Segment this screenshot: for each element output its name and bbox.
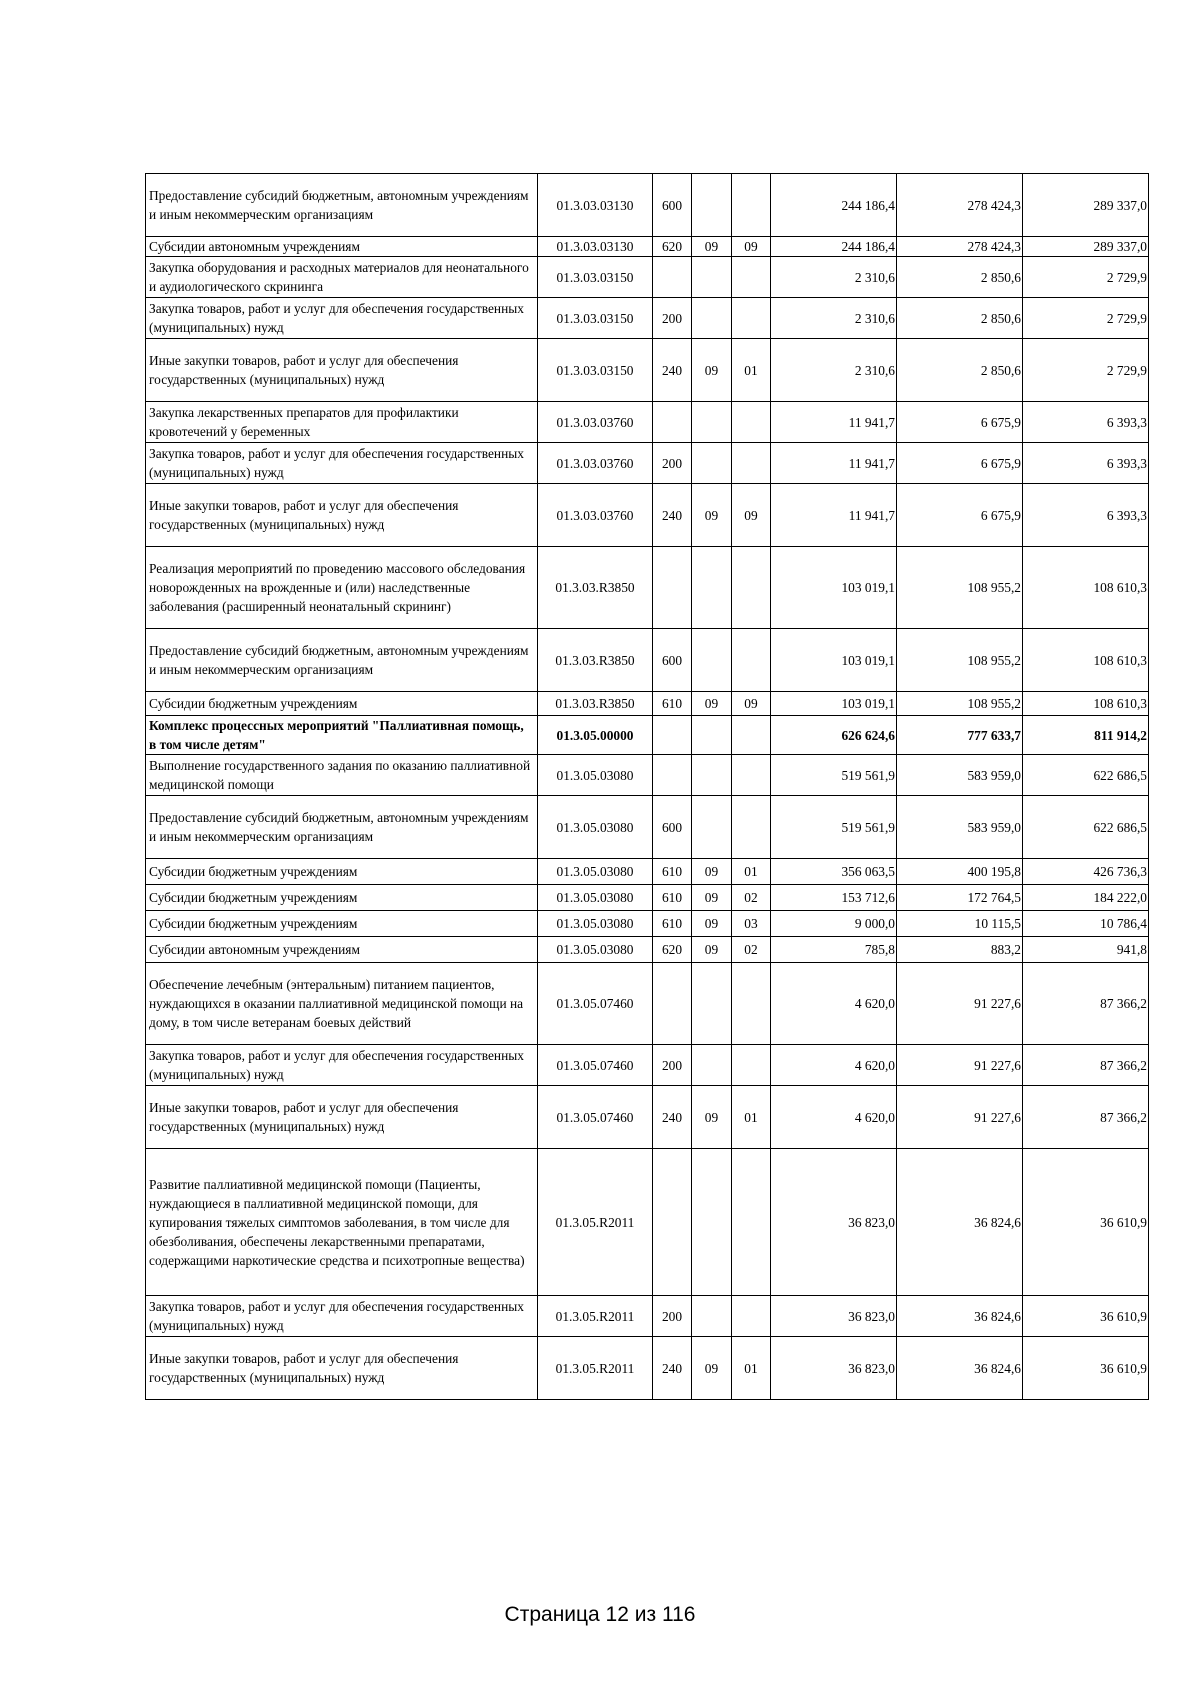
table-row	[146, 716, 1149, 755]
row-subsection: 01	[732, 1337, 771, 1400]
row-section	[692, 1296, 732, 1337]
row-expense-type: 240	[653, 1086, 692, 1149]
row-code: 01.3.05.00000	[538, 716, 653, 755]
row-code: 01.3.03.R3850	[538, 692, 653, 716]
row-subsection: 01	[732, 339, 771, 402]
row-name: Комплекс процессных мероприятий "Паллиативная помощь, в том числе детям"	[146, 716, 538, 755]
row-section	[692, 443, 732, 484]
table-row	[146, 796, 1149, 859]
row-value-year3: 108 610,3	[1023, 692, 1149, 716]
row-code: 01.3.05.03080	[538, 755, 653, 796]
row-value-year1: 103 019,1	[771, 692, 897, 716]
row-section	[692, 402, 732, 443]
row-value-year2: 172 764,5	[897, 885, 1023, 911]
row-subsection: 01	[732, 859, 771, 885]
table-row	[146, 1296, 1149, 1337]
row-value-year1: 4 620,0	[771, 963, 897, 1045]
row-subsection	[732, 1149, 771, 1296]
row-name: Развитие паллиативной медицинской помощи (Пациенты, нуждающиеся в паллиативной медицинской помощи, для купирования тяжелых симптомов заболевания, в том числе для обезболивания, обеспечены лекарственными препаратами, содержащими наркотические средства и психотропные вещества)	[146, 1149, 538, 1296]
budget-table	[145, 173, 1149, 1400]
row-value-year1: 103 019,1	[771, 547, 897, 629]
row-name: Реализация мероприятий по проведению массового обследования новорожденных на врожденные и (или) наследственные заболевания (расширенный неонатальный скрининг)	[146, 547, 538, 629]
row-code: 01.3.05.07460	[538, 1045, 653, 1086]
table-row	[146, 402, 1149, 443]
row-value-year3: 36 610,9	[1023, 1149, 1149, 1296]
row-code: 01.3.03.03150	[538, 298, 653, 339]
row-value-year2: 583 959,0	[897, 755, 1023, 796]
row-code: 01.3.05.R2011	[538, 1149, 653, 1296]
row-expense-type	[653, 257, 692, 298]
row-section: 09	[692, 885, 732, 911]
row-value-year1: 785,8	[771, 937, 897, 963]
row-value-year1: 11 941,7	[771, 443, 897, 484]
row-value-year3: 2 729,9	[1023, 257, 1149, 298]
row-code: 01.3.05.R2011	[538, 1337, 653, 1400]
row-value-year3: 2 729,9	[1023, 339, 1149, 402]
row-section: 09	[692, 911, 732, 937]
row-value-year1: 244 186,4	[771, 174, 897, 237]
row-expense-type: 200	[653, 298, 692, 339]
row-subsection	[732, 1045, 771, 1086]
row-value-year3: 811 914,2	[1023, 716, 1149, 755]
row-expense-type: 610	[653, 692, 692, 716]
row-code: 01.3.05.R2011	[538, 1296, 653, 1337]
row-value-year3: 426 736,3	[1023, 859, 1149, 885]
row-section	[692, 755, 732, 796]
row-expense-type: 240	[653, 339, 692, 402]
table-row	[146, 484, 1149, 547]
row-section	[692, 796, 732, 859]
row-code: 01.3.03.03150	[538, 257, 653, 298]
row-value-year2: 91 227,6	[897, 1045, 1023, 1086]
row-subsection	[732, 755, 771, 796]
row-code: 01.3.05.03080	[538, 796, 653, 859]
row-value-year2: 91 227,6	[897, 1086, 1023, 1149]
row-value-year1: 11 941,7	[771, 484, 897, 547]
row-expense-type: 620	[653, 237, 692, 257]
row-subsection	[732, 298, 771, 339]
table-row	[146, 339, 1149, 402]
table-row	[146, 1149, 1149, 1296]
row-subsection: 01	[732, 1086, 771, 1149]
row-subsection	[732, 257, 771, 298]
row-value-year1: 2 310,6	[771, 257, 897, 298]
row-name: Субсидии автономным учреждениям	[146, 237, 538, 257]
row-value-year2: 108 955,2	[897, 547, 1023, 629]
row-value-year3: 36 610,9	[1023, 1337, 1149, 1400]
table-row	[146, 963, 1149, 1045]
row-expense-type: 240	[653, 484, 692, 547]
row-subsection: 02	[732, 885, 771, 911]
row-subsection	[732, 963, 771, 1045]
row-value-year1: 9 000,0	[771, 911, 897, 937]
row-value-year2: 10 115,5	[897, 911, 1023, 937]
row-value-year2: 278 424,3	[897, 174, 1023, 237]
row-section	[692, 547, 732, 629]
row-section	[692, 1149, 732, 1296]
row-value-year2: 91 227,6	[897, 963, 1023, 1045]
row-value-year3: 2 729,9	[1023, 298, 1149, 339]
row-expense-type: 240	[653, 1337, 692, 1400]
row-value-year3: 289 337,0	[1023, 174, 1149, 237]
row-section	[692, 629, 732, 692]
row-code: 01.3.03.R3850	[538, 547, 653, 629]
row-name: Предоставление субсидий бюджетным, автономным учреждениям и иным некоммерческим организациям	[146, 174, 538, 237]
row-code: 01.3.03.R3850	[538, 629, 653, 692]
row-expense-type	[653, 963, 692, 1045]
table-row	[146, 174, 1149, 237]
row-code: 01.3.03.03130	[538, 174, 653, 237]
row-section: 09	[692, 484, 732, 547]
table-row	[146, 237, 1149, 257]
row-value-year2: 2 850,6	[897, 298, 1023, 339]
row-value-year1: 4 620,0	[771, 1086, 897, 1149]
row-name: Закупка товаров, работ и услуг для обеспечения государственных (муниципальных) нужд	[146, 1296, 538, 1337]
row-section: 09	[692, 937, 732, 963]
row-expense-type	[653, 755, 692, 796]
table-row	[146, 547, 1149, 629]
row-value-year1: 36 823,0	[771, 1149, 897, 1296]
table-row	[146, 885, 1149, 911]
table-row	[146, 1086, 1149, 1149]
row-value-year1: 4 620,0	[771, 1045, 897, 1086]
row-section	[692, 1045, 732, 1086]
row-subsection: 09	[732, 692, 771, 716]
row-expense-type: 200	[653, 1045, 692, 1086]
row-subsection: 09	[732, 484, 771, 547]
row-code: 01.3.03.03760	[538, 443, 653, 484]
row-value-year3: 941,8	[1023, 937, 1149, 963]
row-subsection	[732, 796, 771, 859]
row-value-year3: 289 337,0	[1023, 237, 1149, 257]
row-section: 09	[692, 339, 732, 402]
table-row	[146, 937, 1149, 963]
table-row	[146, 911, 1149, 937]
row-expense-type: 600	[653, 629, 692, 692]
row-value-year3: 108 610,3	[1023, 629, 1149, 692]
row-code: 01.3.05.03080	[538, 885, 653, 911]
row-name: Закупка лекарственных препаратов для профилактики кровотечений у беременных	[146, 402, 538, 443]
row-code: 01.3.03.03760	[538, 484, 653, 547]
row-value-year1: 36 823,0	[771, 1296, 897, 1337]
row-name: Предоставление субсидий бюджетным, автономным учреждениям и иным некоммерческим организациям	[146, 796, 538, 859]
row-value-year3: 6 393,3	[1023, 484, 1149, 547]
row-value-year1: 519 561,9	[771, 796, 897, 859]
row-value-year1: 103 019,1	[771, 629, 897, 692]
row-value-year3: 87 366,2	[1023, 1086, 1149, 1149]
table-row	[146, 257, 1149, 298]
row-value-year2: 883,2	[897, 937, 1023, 963]
row-expense-type: 600	[653, 174, 692, 237]
row-name: Закупка товаров, работ и услуг для обеспечения государственных (муниципальных) нужд	[146, 1045, 538, 1086]
row-subsection	[732, 1296, 771, 1337]
row-section: 09	[692, 1086, 732, 1149]
row-subsection	[732, 629, 771, 692]
row-section: 09	[692, 859, 732, 885]
row-section: 09	[692, 237, 732, 257]
row-code: 01.3.05.07460	[538, 963, 653, 1045]
row-subsection: 09	[732, 237, 771, 257]
row-name: Иные закупки товаров, работ и услуг для обеспечения государственных (муниципальных) нужд	[146, 484, 538, 547]
table-row	[146, 1337, 1149, 1400]
row-value-year3: 622 686,5	[1023, 796, 1149, 859]
row-name: Субсидии бюджетным учреждениям	[146, 859, 538, 885]
table-row	[146, 629, 1149, 692]
row-value-year3: 108 610,3	[1023, 547, 1149, 629]
row-value-year2: 6 675,9	[897, 402, 1023, 443]
table-row	[146, 298, 1149, 339]
row-value-year2: 400 195,8	[897, 859, 1023, 885]
row-value-year1: 356 063,5	[771, 859, 897, 885]
row-expense-type: 610	[653, 911, 692, 937]
row-code: 01.3.05.03080	[538, 937, 653, 963]
row-name: Иные закупки товаров, работ и услуг для обеспечения государственных (муниципальных) нужд	[146, 1337, 538, 1400]
row-value-year3: 87 366,2	[1023, 1045, 1149, 1086]
row-subsection: 03	[732, 911, 771, 937]
row-value-year2: 36 824,6	[897, 1149, 1023, 1296]
row-value-year1: 519 561,9	[771, 755, 897, 796]
row-code: 01.3.03.03150	[538, 339, 653, 402]
row-value-year1: 11 941,7	[771, 402, 897, 443]
row-value-year2: 6 675,9	[897, 443, 1023, 484]
row-expense-type: 200	[653, 1296, 692, 1337]
row-subsection	[732, 443, 771, 484]
row-section	[692, 716, 732, 755]
row-code: 01.3.03.03130	[538, 237, 653, 257]
row-value-year1: 244 186,4	[771, 237, 897, 257]
table-row	[146, 755, 1149, 796]
row-name: Иные закупки товаров, работ и услуг для обеспечения государственных (муниципальных) нужд	[146, 339, 538, 402]
row-value-year3: 622 686,5	[1023, 755, 1149, 796]
row-code: 01.3.05.03080	[538, 859, 653, 885]
row-expense-type: 610	[653, 885, 692, 911]
row-section	[692, 963, 732, 1045]
row-value-year1: 2 310,6	[771, 298, 897, 339]
row-name: Закупка оборудования и расходных материалов для неонатального и аудиологического скрининга	[146, 257, 538, 298]
row-expense-type	[653, 716, 692, 755]
row-section: 09	[692, 1337, 732, 1400]
row-value-year2: 36 824,6	[897, 1296, 1023, 1337]
row-value-year1: 153 712,6	[771, 885, 897, 911]
row-value-year2: 777 633,7	[897, 716, 1023, 755]
row-expense-type	[653, 547, 692, 629]
row-name: Обеспечение лечебным (энтеральным) питанием пациентов, нуждающихся в оказании паллиативной медицинской помощи на дому, в том числе ветеранам боевых действий	[146, 963, 538, 1045]
row-name: Закупка товаров, работ и услуг для обеспечения государственных (муниципальных) нужд	[146, 298, 538, 339]
row-name: Предоставление субсидий бюджетным, автономным учреждениям и иным некоммерческим организациям	[146, 629, 538, 692]
row-value-year2: 2 850,6	[897, 339, 1023, 402]
row-value-year3: 6 393,3	[1023, 443, 1149, 484]
row-value-year1: 626 624,6	[771, 716, 897, 755]
row-code: 01.3.05.07460	[538, 1086, 653, 1149]
row-section	[692, 257, 732, 298]
row-subsection	[732, 402, 771, 443]
table-row	[146, 443, 1149, 484]
row-name: Субсидии бюджетным учреждениям	[146, 911, 538, 937]
row-expense-type	[653, 1149, 692, 1296]
row-expense-type: 200	[653, 443, 692, 484]
row-expense-type: 610	[653, 859, 692, 885]
row-value-year2: 36 824,6	[897, 1337, 1023, 1400]
table-row	[146, 1045, 1149, 1086]
row-value-year2: 2 850,6	[897, 257, 1023, 298]
row-value-year3: 10 786,4	[1023, 911, 1149, 937]
row-section	[692, 298, 732, 339]
row-name: Субсидии бюджетным учреждениям	[146, 692, 538, 716]
row-expense-type	[653, 402, 692, 443]
row-name: Закупка товаров, работ и услуг для обеспечения государственных (муниципальных) нужд	[146, 443, 538, 484]
row-section	[692, 174, 732, 237]
row-value-year1: 2 310,6	[771, 339, 897, 402]
row-name: Иные закупки товаров, работ и услуг для обеспечения государственных (муниципальных) нужд	[146, 1086, 538, 1149]
row-value-year1: 36 823,0	[771, 1337, 897, 1400]
row-section: 09	[692, 692, 732, 716]
row-name: Субсидии автономным учреждениям	[146, 937, 538, 963]
row-value-year3: 36 610,9	[1023, 1296, 1149, 1337]
row-expense-type: 600	[653, 796, 692, 859]
row-value-year3: 87 366,2	[1023, 963, 1149, 1045]
row-value-year2: 278 424,3	[897, 237, 1023, 257]
row-expense-type: 620	[653, 937, 692, 963]
row-value-year2: 108 955,2	[897, 629, 1023, 692]
row-subsection	[732, 174, 771, 237]
row-value-year3: 6 393,3	[1023, 402, 1149, 443]
page-number: Страница 12 из 116	[504, 1603, 696, 1626]
row-value-year2: 6 675,9	[897, 484, 1023, 547]
row-subsection	[732, 716, 771, 755]
row-code: 01.3.05.03080	[538, 911, 653, 937]
row-value-year3: 184 222,0	[1023, 885, 1149, 911]
row-value-year2: 108 955,2	[897, 692, 1023, 716]
row-name: Субсидии бюджетным учреждениям	[146, 885, 538, 911]
row-code: 01.3.03.03760	[538, 402, 653, 443]
row-subsection	[732, 547, 771, 629]
row-subsection: 02	[732, 937, 771, 963]
row-value-year2: 583 959,0	[897, 796, 1023, 859]
table-row	[146, 692, 1149, 716]
row-name: Выполнение государственного задания по оказанию паллиативной медицинской помощи	[146, 755, 538, 796]
table-row	[146, 859, 1149, 885]
